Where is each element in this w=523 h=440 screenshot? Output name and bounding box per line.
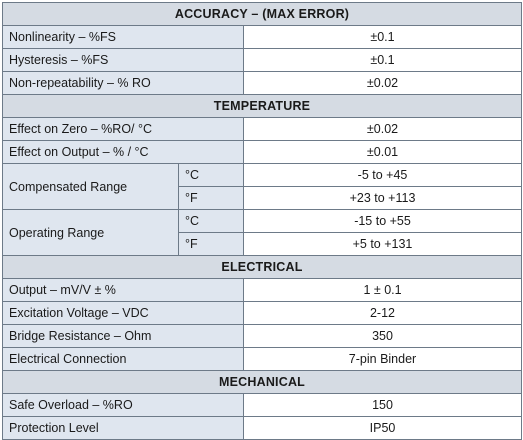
spec-value: IP50 bbox=[244, 417, 522, 440]
spec-row bbox=[3, 302, 522, 325]
spec-label: Nonlinearity – %FS bbox=[3, 26, 244, 49]
spec-row bbox=[3, 348, 522, 371]
spec-label: Hysteresis – %FS bbox=[3, 49, 244, 72]
spec-label: Protection Level bbox=[3, 417, 244, 440]
unit-label: °C bbox=[179, 164, 244, 187]
spec-row bbox=[3, 279, 522, 302]
spec-label: Effect on Output – % / °C bbox=[3, 141, 244, 164]
spec-label: Output – mV/V ± % bbox=[3, 279, 244, 302]
spec-row bbox=[3, 49, 522, 72]
section-header-temperature bbox=[3, 95, 522, 118]
spec-row-compensated-c bbox=[3, 164, 522, 187]
spec-value: -5 to +45 bbox=[244, 164, 522, 187]
spec-label: Bridge Resistance – Ohm bbox=[3, 325, 244, 348]
spec-value: ±0.1 bbox=[244, 26, 522, 49]
spec-value: ±0.02 bbox=[244, 72, 522, 95]
spec-label: Non-repeatability – % RO bbox=[3, 72, 244, 95]
section-title: ELECTRICAL bbox=[3, 256, 522, 279]
section-header-mechanical bbox=[3, 371, 522, 394]
section-header-electrical bbox=[3, 256, 522, 279]
spec-label: Operating Range bbox=[3, 210, 179, 256]
spec-label: Electrical Connection bbox=[3, 348, 244, 371]
spec-row bbox=[3, 141, 522, 164]
unit-label: °C bbox=[179, 210, 244, 233]
section-title: ACCURACY – (MAX ERROR) bbox=[3, 3, 522, 26]
spec-value: 2-12 bbox=[244, 302, 522, 325]
spec-value: -15 to +55 bbox=[244, 210, 522, 233]
spec-label: Effect on Zero – %RO/ °C bbox=[3, 118, 244, 141]
spec-row bbox=[3, 394, 522, 417]
spec-row-operating-c bbox=[3, 210, 522, 233]
spec-value: +5 to +131 bbox=[244, 233, 522, 256]
spec-row bbox=[3, 118, 522, 141]
section-header-accuracy bbox=[3, 3, 522, 26]
spec-value: 350 bbox=[244, 325, 522, 348]
unit-label: °F bbox=[179, 233, 244, 256]
spec-label: Safe Overload – %RO bbox=[3, 394, 244, 417]
spec-row bbox=[3, 417, 522, 440]
unit-label: °F bbox=[179, 187, 244, 210]
section-title: TEMPERATURE bbox=[3, 95, 522, 118]
spec-row bbox=[3, 26, 522, 49]
spec-label: Compensated Range bbox=[3, 164, 179, 210]
spec-value: ±0.02 bbox=[244, 118, 522, 141]
spec-row bbox=[3, 325, 522, 348]
specifications-table bbox=[2, 2, 522, 440]
spec-row bbox=[3, 72, 522, 95]
spec-value: ±0.1 bbox=[244, 49, 522, 72]
spec-value: +23 to +113 bbox=[244, 187, 522, 210]
spec-value: 1 ± 0.1 bbox=[244, 279, 522, 302]
spec-value: ±0.01 bbox=[244, 141, 522, 164]
spec-value: 150 bbox=[244, 394, 522, 417]
spec-value: 7-pin Binder bbox=[244, 348, 522, 371]
spec-label: Excitation Voltage – VDC bbox=[3, 302, 244, 325]
section-title: MECHANICAL bbox=[3, 371, 522, 394]
